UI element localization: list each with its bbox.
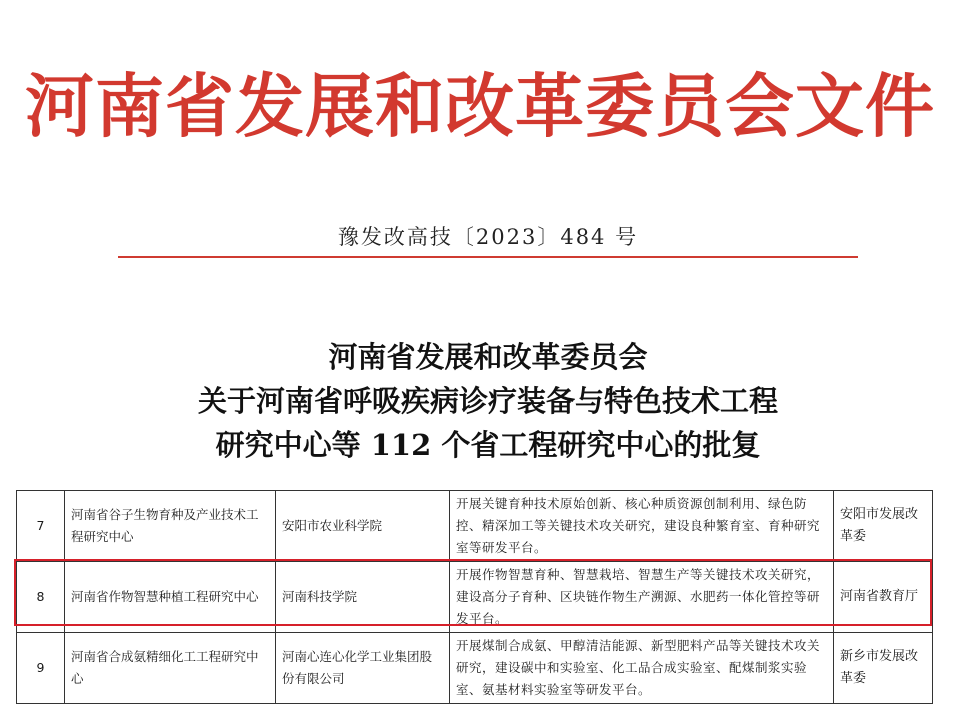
document-title-line: 河南省发展和改革委员会 [328,340,648,374]
supervising-department: 新乡市发展改革委 [834,633,933,704]
approval-table [16,490,933,704]
construction-content: 开展关键育种技术原始创新、核心种质资源创制利用、绿色防控、精深加工等关键技术攻关研究，建设良种繁育室、育种研究室等研发平台。 [450,491,834,562]
construction-content: 开展作物智慧育种、智慧栽培、智慧生产等关键技术攻关研究，建设高分子育种、区块链作物生产溯源、水肥药一体化管控等研发平台。 [450,562,834,633]
table-row [17,633,933,704]
center-name: 河南省合成氨精细化工工程研究中心 [65,633,276,704]
table-row-highlighted [17,562,933,633]
center-name: 河南省作物智慧种植工程研究中心 [65,562,276,633]
row-number: 7 [17,491,65,562]
row-number: 8 [17,562,65,633]
host-unit: 安阳市农业科学院 [276,491,450,562]
document-title-line: 关于河南省呼吸疾病诊疗装备与特色技术工程 [197,384,778,418]
red-divider-line [118,256,858,258]
host-unit: 河南心连心化学工业集团股份有限公司 [276,633,450,704]
document-number: 豫发改高技〔2023〕484 号 [337,225,639,249]
document-header-title: 河南省发展和改革委员会文件 [25,66,935,147]
host-unit: 河南科技学院 [276,562,450,633]
table-row [17,491,933,562]
supervising-department: 安阳市发展改革委 [834,491,933,562]
row-number: 9 [17,633,65,704]
document-title-line: 研究中心等 112 个省工程研究中心的批复 [215,428,761,462]
construction-content: 开展煤制合成氨、甲醇清洁能源、新型肥料产品等关键技术攻关研究，建设碳中和实验室、化工品合成实验室、配煤制浆实验室、氨基材料实验室等研发平台。 [450,633,834,704]
document-title [0,335,960,467]
center-name: 河南省谷子生物育种及产业技术工程研究中心 [65,491,276,562]
supervising-department: 河南省教育厅 [834,562,933,633]
